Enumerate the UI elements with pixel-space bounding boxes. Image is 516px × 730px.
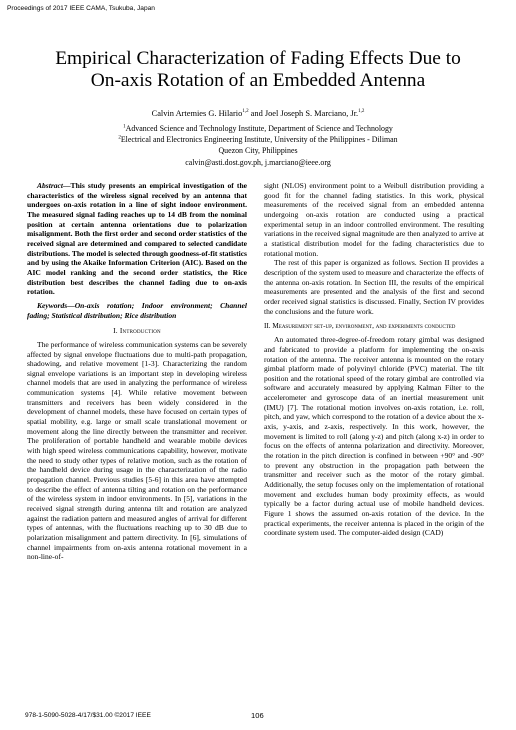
intro-paragraph: The performance of wireless communication systems can be severely affected by signal envelope fluctuations due to multi-path propagation, shadowing, and relative movement [1-3]. Characterizing the random signal envelope variations is an important step in developing wireless channel models that are used in analyzing the performance of wireless communication systems [4]. While relative movement between transmitters and receivers has been widely considered in the development of channel models, these have focused on certain types of spatial mobility, e.g. large or small scale translational movement or movement along the line directly between the transmitter and receiver. The proliferation of portable handheld and wearable mobile devices with high speed wireless communications capability, however, motivate the need to study other types of relative motion, such as the rotation of the handheld device during usage in the characterization of the radio propagation channel. Previous studies [5-6] in this area have attempted to describe the effect of antenna tilting and rotation on the performance of the wireless system in indoor environments. In [5], variations in the received signal strength during antenna tilt and rotation are analyzed against the radiation pattern and measured angles of arrival for different types of antennas, with the fluctuations reaching up to 30 dB due to polarization misalignment and pattern directivity. In [6], simulations of channel impairments from on-axis antenna rotational movement in a non-line-of- (27, 339, 247, 562)
title-line-1: Empirical Characterization of Fading Effects Due to (55, 48, 461, 69)
affil-2-mark: 2 (118, 135, 121, 141)
author-1: Calvin Artemies G. Hilario (151, 109, 243, 118)
abstract-dash: — (63, 181, 71, 190)
abstract (27, 181, 247, 297)
right-column (264, 181, 484, 538)
left-column (27, 181, 247, 562)
organization-paragraph: The rest of this paper is organized as follows. Section II provides a description of the system used to measure and characterize the effects of the antenna on-axis rotation. In Section III, the results of the empirical measurements are presented and the analysis of the first and second order received signal statistics is discussed. Finally, Section IV provides the conclusions and the future work. (264, 258, 484, 316)
abstract-label: Abstract (37, 181, 63, 190)
affil-1-mark: 1 (123, 124, 126, 130)
title-line-2: On-axis Rotation of an Embedded Antenna (90, 70, 426, 91)
affiliation-city: Quezon City, Philippines (218, 146, 298, 156)
author-1-affil: 1,2 (242, 109, 249, 115)
author-2: Joel Joseph S. Marciano, Jr. (264, 109, 359, 118)
author-2-affil: 1,2 (358, 109, 365, 115)
author-and: and (248, 109, 265, 118)
page-number: 106 (251, 711, 264, 720)
affiliation-1: Advanced Science and Technology Institute, Department of Science and Technology (125, 124, 393, 133)
abstract-text: This study presents an empirical investigation of the characteristics of the wireless signal received by an antenna that undergoes on-axis rotation in a line of sight indoor environment. The measured signal fading reaches up to 14 dB from the nominal position at certain antenna orientations due to polarization misalignment. Both the first order and second order statistics of the received signal are determined and compared to selected candidate distributions. The model is selected through goodness-of-fit statistics and by using the Akaike Information Criterion (AIC). Based on the AIC model ranking and the second order statistics, the Rice distribution best describes the channel fading due to on-axis rotation. (27, 181, 247, 297)
keywords: Keywords—On-axis rotation; Indoor environment; Channel fading; Statistical distribution; Rice distribution (27, 300, 247, 320)
measurement-paragraph: An automated three-degree-of-freedom rotary gimbal was designed and fabricated to provide a platform for implementing the on-axis rotation of the antenna. The receiver antenna is mounted on the rotary gimbal platform made of polyvinyl chloride (PVC) material. The tilt position and the rotational speed of the rotary gimbal are controlled via software and accurately measured by applying Kalman Filter to the accelerometer and gyroscope data of an inertial measurement unit (IMU) [7]. The rotational motion involves on-axis rotation, i.e. roll, pitch, and yaw, which correspond to the rotation of a device about the x-axis, y-axis, and z-axis, respectively. In this work, however, the movement is limited to roll (along y-z) and pitch (along x-z) in order to focus on the effects of antenna polarization and directivity. Moreover, the rotation in the pitch direction is confined in between +90° and -90° to prevent any obstruction in the propagation path between the transmitter and receiver such as the motor of the rotary gimbal. Additionally, the setup focuses only on the implementation of rotational movement and excludes human body proximity effects, as would typically be a factor during actual use of mobile handheld devices. Figure 1 shows the assumed on-axis rotation of the device. In the practical experiments, the receiver antenna is placed in the origin of the coordinate system used. The computer-aided design (CAD) (264, 335, 484, 538)
affiliation-2: Electrical and Electronics Engineering Institute, University of the Philippines - Diliman (120, 135, 398, 145)
section-1-heading: I. Introduction (113, 326, 161, 336)
intro-continued: sight (NLOS) environment point to a Weibull distribution providing a good fit for the channel fading statistics. In this work, physical measurements of the received signal from an embedded antenna undergoing on-axis rotation are conducted using a practical experimental setup in an indoor controlled environment. The resulting variations in the received signal magnitude are then analyzed to arrive at a statistical distribution model for the fading characteristics due to rotational motion. (264, 181, 484, 258)
copyright-footer: 978-1-5090-5028-4/17/$31.00 ©2017 IEEE (25, 712, 151, 719)
author-emails: calvin@asti.dost.gov.ph, j.marciano@ieee.org (185, 157, 331, 167)
section-2-heading: II. Measurement set-up, environment, and experiments conducted (264, 322, 456, 331)
author-list (20, 108, 496, 119)
running-header: Proceedings of 2017 IEEE CAMA, Tsukuba, Japan (7, 5, 155, 12)
affiliations (20, 123, 496, 168)
paper-title (20, 48, 496, 92)
